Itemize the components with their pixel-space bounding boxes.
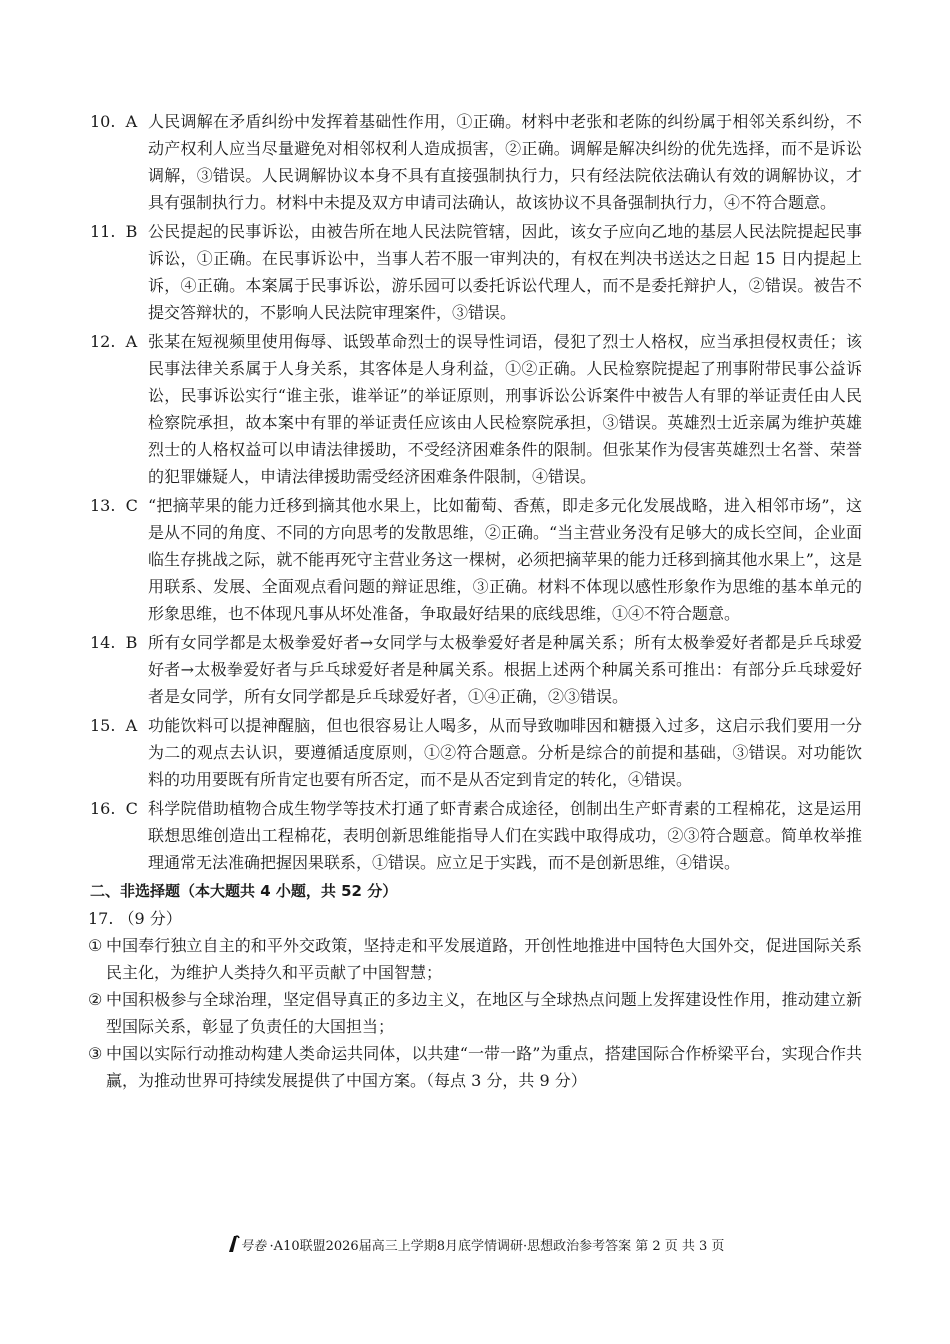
answer-item-12 xyxy=(90,328,862,490)
answer-point-1 xyxy=(88,932,862,986)
answer-item-13 xyxy=(90,492,862,627)
question-17-heading: 17. （9 分） xyxy=(88,909,182,928)
answer-item-15 xyxy=(90,712,862,793)
answer-explanation: 公民提起的民事诉讼，由被告所在地人民法院管辖，因此，该女子应向乙地的基层人民法院提起民事诉讼，①正确。在民事诉讼中，当事人若不服一审判决的，有权在判决书送达之日起 15 日内提起上诉，④正确。本案属于民事诉讼，游乐园可以委托诉讼代理人，而不是委托辩护人，②错误。被告不提交答辩状的，不影响人民法院审理案件，③错误。 xyxy=(148,222,862,322)
answer-explanation: “把摘苹果的能力迁移到摘其他水果上，比如葡萄、香蕉，即走多元化发展战略，进入相邻市场”，这是从不同的角度、不同的方向思考的发散思维，②正确。“当主营业务没有足够大的成长空间，企业面临生存挑战之际，就不能再死守主营业务这一棵树，必须把摘苹果的能力迁移到摘其他水果上”，这是用联系、发展、全面观点看问题的辩证思维，③正确。材料不体现以感性形象作为思维的基本单元的形象思维，也不体现凡事从坏处准备，争取最好结果的底线思维，①④不符合题意。 xyxy=(148,496,862,623)
answer-explanation: 张某在短视频里使用侮辱、诋毁革命烈士的误导性词语，侵犯了烈士人格权，应当承担侵权责任；该民事法律关系属于人身关系，其客体是人身利益，①②正确。人民检察院提起了刑事附带民事公益诉讼，民事诉讼实行“谁主张，谁举证”的举证原则，刑事诉讼公诉案件中被告人有罪的举证责任由人民检察院承担，故本案中有罪的举证责任应该由人民检察院承担，③错误。英雄烈士近亲属为维护英雄烈士的人格权益可以申请法律援助，不受经济困难条件的限制。但张某作为侵害英雄烈士名誉、荣誉的犯罪嫌疑人，申请法律援助需受经济困难条件限制，④错误。 xyxy=(148,332,862,486)
answer-item-14 xyxy=(90,629,862,710)
logo-text: 号卷 xyxy=(239,1239,266,1254)
answer-number: 15. A xyxy=(90,716,138,735)
answer-item-10 xyxy=(90,108,862,216)
footer-text: ·A10联盟2026届高三上学期8月底学情调研·思想政治参考答案 第 2 页 共 3 页 xyxy=(269,1239,725,1254)
answer-explanation: 科学院借助植物合成生物学等技术打通了虾青素合成途径，创制出生产虾青素的工程棉花，这是运用联想思维创造出工程棉花，表明创新思维能指导人们在实践中取得成功，②③符合题意。简单枚举推理通常无法准确把握因果联系，①错误。应立足于实践，而不是创新思维，④错误。 xyxy=(148,799,862,872)
point-text: 中国奉行独立自主的和平外交政策，坚持走和平发展道路，开创性地推进中国特色大国外交，促进国际关系民主化，为维护人类持久和平贡献了中国智慧； xyxy=(106,936,862,982)
answer-list xyxy=(90,108,862,1094)
answer-number: 12. A xyxy=(90,332,138,351)
section-title: 二、非选择题（本大题共 4 小题，共 52 分） xyxy=(90,882,398,900)
point-number: ③ xyxy=(88,1044,103,1063)
answer-item-16 xyxy=(90,795,862,876)
answer-explanation: 所有女同学都是太极拳爱好者→女同学与太极拳爱好者是种属关系；所有太极拳爱好者都是乒乓球爱好者→太极拳爱好者与乒乓球爱好者是种属关系。根据上述两个种属关系可推出：有部分乒乓球爱好者是女同学，所有女同学都是乒乓球爱好者，①④正确，②③错误。 xyxy=(148,633,862,706)
point-text: 中国以实际行动推动构建人类命运共同体，以共建“一带一路”为重点，搭建国际合作桥梁平台，实现合作共赢，为推动世界可持续发展提供了中国方案。（每点 3 分，共 9 分） xyxy=(106,1044,862,1090)
answer-number: 16. C xyxy=(90,799,138,818)
answer-number: 14. B xyxy=(90,633,138,652)
answer-number: 13. C xyxy=(90,496,138,515)
answer-point-2 xyxy=(88,986,862,1040)
answer-point-3 xyxy=(88,1040,862,1094)
answer-number: 10. A xyxy=(90,112,138,131)
answer-explanation: 功能饮料可以提神醒脑，但也很容易让人喝多，从而导致咖啡因和糖摄入过多，这启示我们要用一分为二的观点去认识，要遵循适度原则，①②符合题意。分析是综合的前提和基础，③错误。对功能饮料的功用要既有所肯定也要有所否定，而不是从否定到肯定的转化，④错误。 xyxy=(148,716,862,789)
point-number: ② xyxy=(88,990,103,1009)
point-number: ① xyxy=(88,936,103,955)
answer-item-11 xyxy=(90,218,862,326)
page-footer xyxy=(0,1233,950,1261)
brand-logo-icon xyxy=(226,1233,268,1261)
point-text: 中国积极参与全球治理，坚定倡导真正的多边主义，在地区与全球热点问题上发挥建设性作用，推动建立新型国际关系，彰显了负责任的大国担当； xyxy=(106,990,862,1036)
answer-explanation: 人民调解在矛盾纠纷中发挥着基础性作用，①正确。材料中老张和老陈的纠纷属于相邻关系纠纷，不动产权利人应当尽量避免对相邻权利人造成损害，②正确。调解是解决纠纷的优先选择，而不是诉讼调解，③错误。人民调解协议本身不具有直接强制执行力，只有经法院依法确认有效的调解协议，才具有强制执行力。材料中未提及双方申请司法确认，故该协议不具备强制执行力，④不符合题意。 xyxy=(148,112,862,212)
answer-number: 11. B xyxy=(90,222,138,241)
